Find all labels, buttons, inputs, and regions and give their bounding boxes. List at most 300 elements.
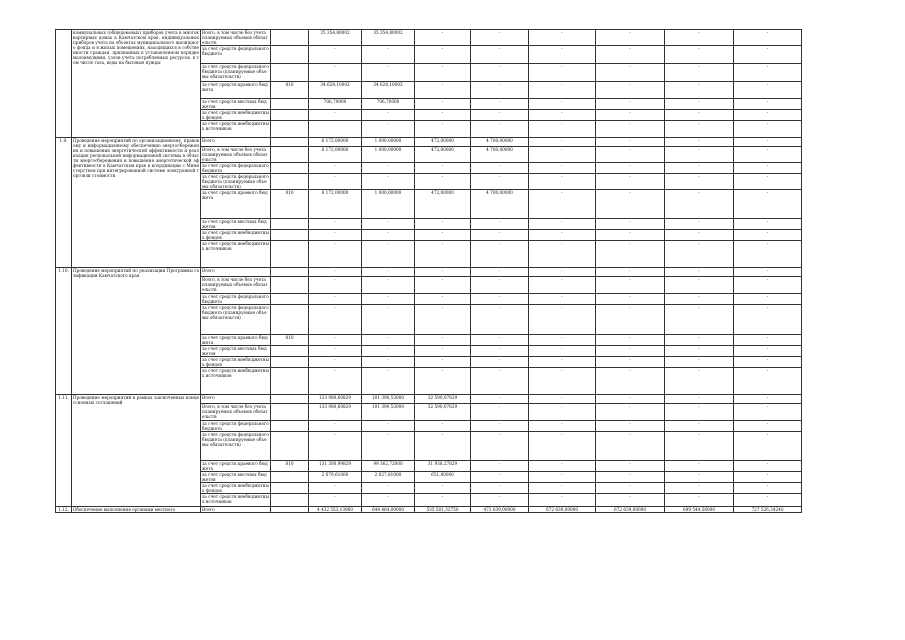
- budget-code: [271, 404, 309, 421]
- year-amount-cell: 101 390,53000: [362, 395, 415, 404]
- year-amount-cell: -: [529, 346, 596, 357]
- year-amount-cell: -: [415, 357, 471, 368]
- year-amount-cell: -: [665, 219, 734, 230]
- item-number: 1.10.: [56, 268, 72, 395]
- year-amount-cell: -: [362, 346, 415, 357]
- funding-source-label: за счет средств внебюджетных фондов: [202, 357, 269, 367]
- year-amount-cell: -: [529, 219, 596, 230]
- funding-source-label: за счет средств федерального бюджета (планируемые объемы обязательств): [201, 305, 271, 335]
- budget-code: [271, 421, 309, 432]
- year-amount-cell: -: [734, 357, 802, 368]
- year-amount-cell: -: [529, 357, 596, 368]
- year-amount-cell: -: [471, 46, 529, 64]
- budget-code: 810: [271, 82, 309, 99]
- funding-source-label: Всего: [201, 268, 271, 277]
- year-amount-cell: -: [596, 230, 665, 241]
- year-amount-cell: -: [665, 404, 734, 421]
- year-amount-cell: -: [529, 432, 596, 461]
- year-amount-cell: -: [415, 46, 471, 64]
- activity-name: Проведение мероприятий по организационному, правовому и информационному обеспечению энергосбережения и повышения энергетической эффективности и реализация региональной информационной системы в области энергосбережения и повышения энергетической эффективности в Камчатском крае в координации с Министерством при интегрированной системе электронной торговли стоимости: [72, 138, 201, 268]
- year-amount-cell: -: [415, 241, 471, 268]
- financing-table: [55, 29, 827, 513]
- year-amount-cell: -: [471, 241, 529, 268]
- year-amount-cell: -: [665, 138, 734, 147]
- year-amount-cell: -: [665, 268, 734, 277]
- total-amount-cell: 6 172,00000: [309, 147, 362, 163]
- year-amount-cell: -: [471, 472, 529, 483]
- year-amount-cell: -: [362, 494, 415, 507]
- year-amount-cell: 699 544,56000: [665, 507, 734, 513]
- total-amount-cell: -: [309, 421, 362, 432]
- year-amount-cell: -: [596, 110, 665, 121]
- budget-code: [271, 46, 309, 64]
- total-amount-cell: 35 354,80002: [309, 30, 362, 46]
- total-amount-cell: -: [309, 346, 362, 357]
- year-amount-cell: -: [734, 268, 802, 277]
- year-amount-cell: 4 700,00000: [471, 138, 529, 147]
- year-amount-cell: -: [596, 30, 665, 46]
- funding-source-label: за счет средств краевого бюджета: [201, 82, 271, 99]
- year-amount-cell: -: [596, 174, 665, 190]
- year-amount-cell: -: [734, 432, 802, 461]
- budget-code: [271, 219, 309, 230]
- year-amount-cell: -: [471, 230, 529, 241]
- total-amount-cell: -: [309, 110, 362, 121]
- funding-source-label: за счет средств краевого бюджета: [201, 335, 271, 346]
- year-amount-cell: -: [734, 294, 802, 305]
- funding-source-label: за счет средств местных бюджетов: [201, 99, 271, 110]
- budget-code: [271, 395, 309, 404]
- year-amount-cell: 2 027,81000: [362, 472, 415, 483]
- year-amount-cell: -: [665, 277, 734, 294]
- budget-code: [271, 494, 309, 507]
- year-amount-cell: -: [596, 357, 665, 368]
- year-amount-cell: -: [529, 230, 596, 241]
- year-amount-cell: -: [665, 99, 734, 110]
- year-amount-cell: -: [596, 346, 665, 357]
- year-amount-cell: -: [665, 121, 734, 138]
- year-amount-cell: -: [362, 46, 415, 64]
- year-amount-cell: -: [415, 277, 471, 294]
- year-amount-cell: 32 590,07829: [415, 395, 471, 404]
- year-amount-cell: -: [734, 368, 802, 395]
- year-amount-cell: -: [665, 241, 734, 268]
- year-amount-cell: -: [596, 432, 665, 461]
- year-amount-cell: -: [415, 494, 471, 507]
- table-row: [56, 507, 828, 513]
- year-amount-cell: -: [734, 64, 802, 82]
- year-amount-cell: -: [471, 483, 529, 494]
- year-amount-cell: -: [596, 483, 665, 494]
- year-amount-cell: -: [415, 174, 471, 190]
- year-amount-cell: -: [529, 46, 596, 64]
- total-amount-cell: 34 628,10002: [309, 82, 362, 99]
- year-amount-cell: -: [529, 461, 596, 472]
- year-amount-cell: -: [596, 472, 665, 483]
- year-amount-cell: 99 362,72000: [362, 461, 415, 472]
- year-amount-cell: -: [471, 277, 529, 294]
- year-amount-cell: -: [596, 368, 665, 395]
- year-amount-cell: -: [529, 121, 596, 138]
- item-number: 1.12.: [56, 507, 72, 513]
- funding-source-label: за счет средств внебюджетных источников: [201, 494, 271, 507]
- year-amount-cell: -: [529, 268, 596, 277]
- year-amount-cell: -: [362, 368, 415, 395]
- total-amount-cell: -: [309, 483, 362, 494]
- year-amount-cell: -: [596, 64, 665, 82]
- item-number: 1.11.: [56, 395, 72, 507]
- year-amount-cell: -: [471, 99, 529, 110]
- budget-code: 810: [271, 461, 309, 472]
- year-amount-cell: -: [362, 483, 415, 494]
- year-amount-cell: -: [471, 305, 529, 335]
- table-row: [56, 138, 828, 147]
- budget-code: [271, 294, 309, 305]
- year-amount-cell: -: [665, 494, 734, 507]
- year-amount-cell: -: [415, 483, 471, 494]
- year-amount-cell: -: [529, 305, 596, 335]
- funding-source-label: за счет средств федерального бюджета: [201, 46, 271, 64]
- total-amount-cell: -: [309, 432, 362, 461]
- year-amount-cell: -: [362, 121, 415, 138]
- year-amount-cell: -: [665, 472, 734, 483]
- total-amount-cell: -: [309, 357, 362, 368]
- year-amount-cell: -: [665, 346, 734, 357]
- funding-source-label: за счет средств федерального бюджета: [202, 294, 269, 304]
- budget-code: [271, 305, 309, 335]
- year-amount-cell: -: [529, 421, 596, 432]
- year-amount-cell: -: [596, 395, 665, 404]
- year-amount-cell: 4 700,00000: [471, 147, 529, 163]
- budget-code: [271, 368, 309, 395]
- year-amount-cell: -: [529, 472, 596, 483]
- year-amount-cell: -: [665, 357, 734, 368]
- year-amount-cell: -: [665, 82, 734, 99]
- year-amount-cell: -: [596, 241, 665, 268]
- funding-source-label: за счет средств местных бюджетов: [201, 219, 271, 230]
- total-amount-cell: -: [309, 494, 362, 507]
- year-amount-cell: 4 700,00000: [471, 190, 529, 219]
- year-amount-cell: -: [471, 368, 529, 395]
- total-amount-cell: 4 432 553,13960: [309, 507, 362, 513]
- budget-code: [271, 346, 309, 357]
- year-amount-cell: -: [529, 335, 596, 346]
- funding-source-label: Всего: [201, 507, 271, 513]
- year-amount-cell: -: [471, 395, 529, 404]
- year-amount-cell: -: [471, 82, 529, 99]
- year-amount-cell: -: [734, 346, 802, 357]
- activity-name: Проведение мероприятий по реализации Программы газификации Камчатского края: [72, 268, 201, 395]
- year-amount-cell: -: [665, 432, 734, 461]
- year-amount-cell: -: [734, 190, 802, 219]
- budget-code: [271, 230, 309, 241]
- year-amount-cell: -: [596, 82, 665, 99]
- funding-source-label: за счет средств федерального бюджета: [202, 421, 269, 431]
- year-amount-cell: -: [415, 219, 471, 230]
- year-amount-cell: -: [596, 99, 665, 110]
- funding-source-label: за счет средств федерального бюджета (планируемые объемы обязательств): [201, 432, 271, 461]
- funding-source-label: за счет средств внебюджетных источников: [201, 121, 271, 138]
- year-amount-cell: -: [362, 421, 415, 432]
- year-amount-cell: -: [529, 110, 596, 121]
- year-amount-cell: -: [665, 395, 734, 404]
- year-amount-cell: 706,70000: [362, 99, 415, 110]
- total-amount-cell: 6 172,00000: [309, 190, 362, 219]
- funding-source-label: Всего, в том числе без учета планируемых объемов обязательств: [201, 277, 271, 294]
- year-amount-cell: 1 000,00000: [362, 138, 415, 147]
- year-amount-cell: -: [529, 404, 596, 421]
- total-amount-cell: 131 300,99829: [309, 461, 362, 472]
- year-amount-cell: -: [665, 335, 734, 346]
- total-amount-cell: -: [309, 294, 362, 305]
- year-amount-cell: -: [529, 294, 596, 305]
- total-amount-cell: -: [309, 46, 362, 64]
- year-amount-cell: -: [596, 277, 665, 294]
- year-amount-cell: -: [529, 64, 596, 82]
- funding-source-label: за счет средств краевого бюджета: [201, 461, 271, 472]
- total-amount-cell: 133 980,60829: [309, 404, 362, 421]
- year-amount-cell: 651,80000: [415, 472, 471, 483]
- year-amount-cell: -: [529, 277, 596, 294]
- year-amount-cell: -: [596, 268, 665, 277]
- year-amount-cell: -: [362, 110, 415, 121]
- year-amount-cell: -: [415, 230, 471, 241]
- year-amount-cell: -: [734, 174, 802, 190]
- year-amount-cell: -: [665, 147, 734, 163]
- year-amount-cell: -: [471, 110, 529, 121]
- year-amount-cell: -: [665, 174, 734, 190]
- year-amount-cell: -: [596, 121, 665, 138]
- year-amount-cell: -: [734, 99, 802, 110]
- year-amount-cell: -: [596, 294, 665, 305]
- total-amount-cell: 706,70000: [309, 99, 362, 110]
- funding-source-label: за счет средств местных бюджетов: [201, 472, 271, 483]
- table-row: [56, 268, 828, 277]
- year-amount-cell: -: [529, 190, 596, 219]
- total-amount-cell: 2 679,61000: [309, 472, 362, 483]
- year-amount-cell: 472 639,00000: [471, 507, 529, 513]
- funding-source-label: Всего: [201, 395, 271, 404]
- year-amount-cell: -: [734, 461, 802, 472]
- year-amount-cell: 672 639,00000: [596, 507, 665, 513]
- year-amount-cell: -: [362, 357, 415, 368]
- year-amount-cell: -: [596, 190, 665, 219]
- total-amount-cell: -: [309, 230, 362, 241]
- year-amount-cell: -: [362, 432, 415, 461]
- year-amount-cell: -: [415, 30, 471, 46]
- year-amount-cell: -: [471, 30, 529, 46]
- year-amount-cell: -: [665, 64, 734, 82]
- year-amount-cell: -: [529, 163, 596, 174]
- year-amount-cell: -: [734, 494, 802, 507]
- year-amount-cell: -: [734, 241, 802, 268]
- year-amount-cell: 472,00000: [415, 190, 471, 219]
- year-amount-cell: -: [596, 335, 665, 346]
- year-amount-cell: -: [665, 421, 734, 432]
- year-amount-cell: -: [734, 110, 802, 121]
- year-amount-cell: -: [596, 494, 665, 507]
- budget-code: 810: [271, 335, 309, 346]
- year-amount-cell: -: [665, 46, 734, 64]
- funding-source-label: за счет средств федерального бюджета: [202, 163, 269, 173]
- year-amount-cell: -: [415, 335, 471, 346]
- year-amount-cell: -: [734, 404, 802, 421]
- funding-source-label: за счет средств внебюджетных фондов: [202, 110, 269, 120]
- funding-source-label: за счет средств внебюджетных фондов: [202, 483, 269, 493]
- year-amount-cell: -: [596, 138, 665, 147]
- funding-source-label: за счет средств внебюджетных фондов: [202, 230, 269, 240]
- year-amount-cell: -: [596, 147, 665, 163]
- year-amount-cell: -: [471, 268, 529, 277]
- budget-code: [271, 432, 309, 461]
- total-amount-cell: 133 980,60829: [309, 395, 362, 404]
- funding-source-label: Всего, в том числе без учета планируемых объемов обязательств: [201, 30, 271, 46]
- funding-source-label: за счет средств федерального бюджета (планируемые объемы обязательств): [202, 174, 269, 189]
- year-amount-cell: -: [362, 163, 415, 174]
- budget-code: [271, 163, 309, 174]
- budget-code: 810: [271, 190, 309, 219]
- year-amount-cell: -: [362, 241, 415, 268]
- year-amount-cell: -: [471, 163, 529, 174]
- year-amount-cell: -: [734, 121, 802, 138]
- budget-code: [271, 277, 309, 294]
- year-amount-cell: -: [665, 305, 734, 335]
- activity-name: Проведение мероприятий в рамках заключенных концессионных соглашений: [72, 395, 201, 507]
- year-amount-cell: -: [734, 335, 802, 346]
- year-amount-cell: -: [415, 163, 471, 174]
- year-amount-cell: -: [415, 121, 471, 138]
- year-amount-cell: -: [362, 294, 415, 305]
- year-amount-cell: -: [665, 163, 734, 174]
- year-amount-cell: -: [415, 305, 471, 335]
- budget-code: [271, 99, 309, 110]
- year-amount-cell: -: [734, 138, 802, 147]
- year-amount-cell: 1 000,00000: [362, 190, 415, 219]
- year-amount-cell: -: [471, 461, 529, 472]
- year-amount-cell: -: [415, 268, 471, 277]
- year-amount-cell: -: [734, 277, 802, 294]
- budget-code: [271, 147, 309, 163]
- table-row: [56, 395, 828, 404]
- year-amount-cell: 472,00000: [415, 147, 471, 163]
- year-amount-cell: -: [734, 305, 802, 335]
- year-amount-cell: -: [665, 110, 734, 121]
- year-amount-cell: -: [362, 268, 415, 277]
- budget-code: [271, 507, 309, 513]
- total-amount-cell: -: [309, 241, 362, 268]
- activity-name: коммунальных (общедомовых) приборов учета в многоквартирных домах в Камчатском крае, индивидуальных приборов учета на объектах муниципального жилищного фонда и в жилых помещениях, находящихся в собственности граждан, признанных в установленном порядке малоимущими, узлов учета потребляемых ресурсов, в том числе газа, воды на бытовые нужды: [72, 30, 201, 138]
- year-amount-cell: -: [665, 230, 734, 241]
- funding-source-label: за счет средств внебюджетных источников: [201, 368, 271, 395]
- year-amount-cell: 1 000,00000: [362, 147, 415, 163]
- total-amount-cell: [309, 121, 362, 138]
- year-amount-cell: -: [596, 163, 665, 174]
- year-amount-cell: -: [415, 432, 471, 461]
- year-amount-cell: -: [734, 82, 802, 99]
- year-amount-cell: -: [529, 138, 596, 147]
- year-amount-cell: -: [734, 219, 802, 230]
- year-amount-cell: -: [529, 30, 596, 46]
- year-amount-cell: -: [471, 357, 529, 368]
- year-amount-cell: -: [415, 421, 471, 432]
- year-amount-cell: 727 526,34240: [734, 507, 802, 513]
- year-amount-cell: -: [362, 277, 415, 294]
- total-amount-cell: -: [309, 335, 362, 346]
- year-amount-cell: 34 628,10002: [362, 82, 415, 99]
- year-amount-cell: -: [415, 346, 471, 357]
- year-amount-cell: -: [362, 335, 415, 346]
- year-amount-cell: -: [471, 346, 529, 357]
- year-amount-cell: -: [665, 190, 734, 219]
- table-body: [56, 30, 828, 513]
- year-amount-cell: 101 390,53000: [362, 404, 415, 421]
- year-amount-cell: 31 938,27829: [415, 461, 471, 472]
- funding-source-label: за счет средств местных бюджетов: [201, 346, 271, 357]
- year-amount-cell: 35 354,80002: [362, 30, 415, 46]
- year-amount-cell: -: [665, 294, 734, 305]
- year-amount-cell: -: [529, 174, 596, 190]
- activity-name: Обеспечение выполнения органами местного: [72, 507, 201, 513]
- budget-code: [271, 241, 309, 268]
- funding-source-label: Всего, в том числе без учета планируемых объемов обязательств: [201, 404, 271, 421]
- year-amount-cell: -: [734, 147, 802, 163]
- year-amount-cell: -: [529, 368, 596, 395]
- year-amount-cell: -: [734, 230, 802, 241]
- year-amount-cell: -: [415, 99, 471, 110]
- year-amount-cell: -: [529, 147, 596, 163]
- year-amount-cell: -: [415, 110, 471, 121]
- budget-code: [271, 121, 309, 138]
- total-amount-cell: -: [309, 368, 362, 395]
- year-amount-cell: -: [415, 82, 471, 99]
- budget-code: [271, 357, 309, 368]
- year-amount-cell: -: [529, 241, 596, 268]
- year-amount-cell: -: [471, 174, 529, 190]
- year-amount-cell: -: [415, 368, 471, 395]
- year-amount-cell: -: [529, 99, 596, 110]
- table-row: [56, 30, 828, 46]
- year-amount-cell: -: [471, 64, 529, 82]
- year-amount-cell: -: [734, 483, 802, 494]
- year-amount-cell: -: [471, 404, 529, 421]
- total-amount-cell: -: [309, 268, 362, 277]
- total-amount-cell: -: [309, 219, 362, 230]
- funding-source-label: за счет средств федерального бюджета (планируемые объемы обязательств): [201, 64, 271, 82]
- year-amount-cell: -: [471, 335, 529, 346]
- funding-source-label: Всего: [201, 138, 271, 147]
- total-amount-cell: 6 172,00000: [309, 138, 362, 147]
- year-amount-cell: -: [596, 404, 665, 421]
- budget-code: [271, 64, 309, 82]
- year-amount-cell: -: [596, 46, 665, 64]
- year-amount-cell: -: [596, 461, 665, 472]
- funding-source-label: за счет средств внебюджетных источников: [201, 241, 271, 268]
- year-amount-cell: -: [734, 163, 802, 174]
- budget-code: [271, 268, 309, 277]
- year-amount-cell: -: [415, 294, 471, 305]
- year-amount-cell: -: [665, 368, 734, 395]
- budget-code: [271, 138, 309, 147]
- year-amount-cell: 472,00000: [415, 138, 471, 147]
- year-amount-cell: -: [362, 230, 415, 241]
- total-amount-cell: -: [309, 277, 362, 294]
- year-amount-cell: -: [362, 174, 415, 190]
- budget-code: [271, 110, 309, 121]
- item-number: [56, 30, 72, 138]
- year-amount-cell: 32 590,07829: [415, 404, 471, 421]
- year-amount-cell: 644 464,00000: [362, 507, 415, 513]
- budget-code: [271, 472, 309, 483]
